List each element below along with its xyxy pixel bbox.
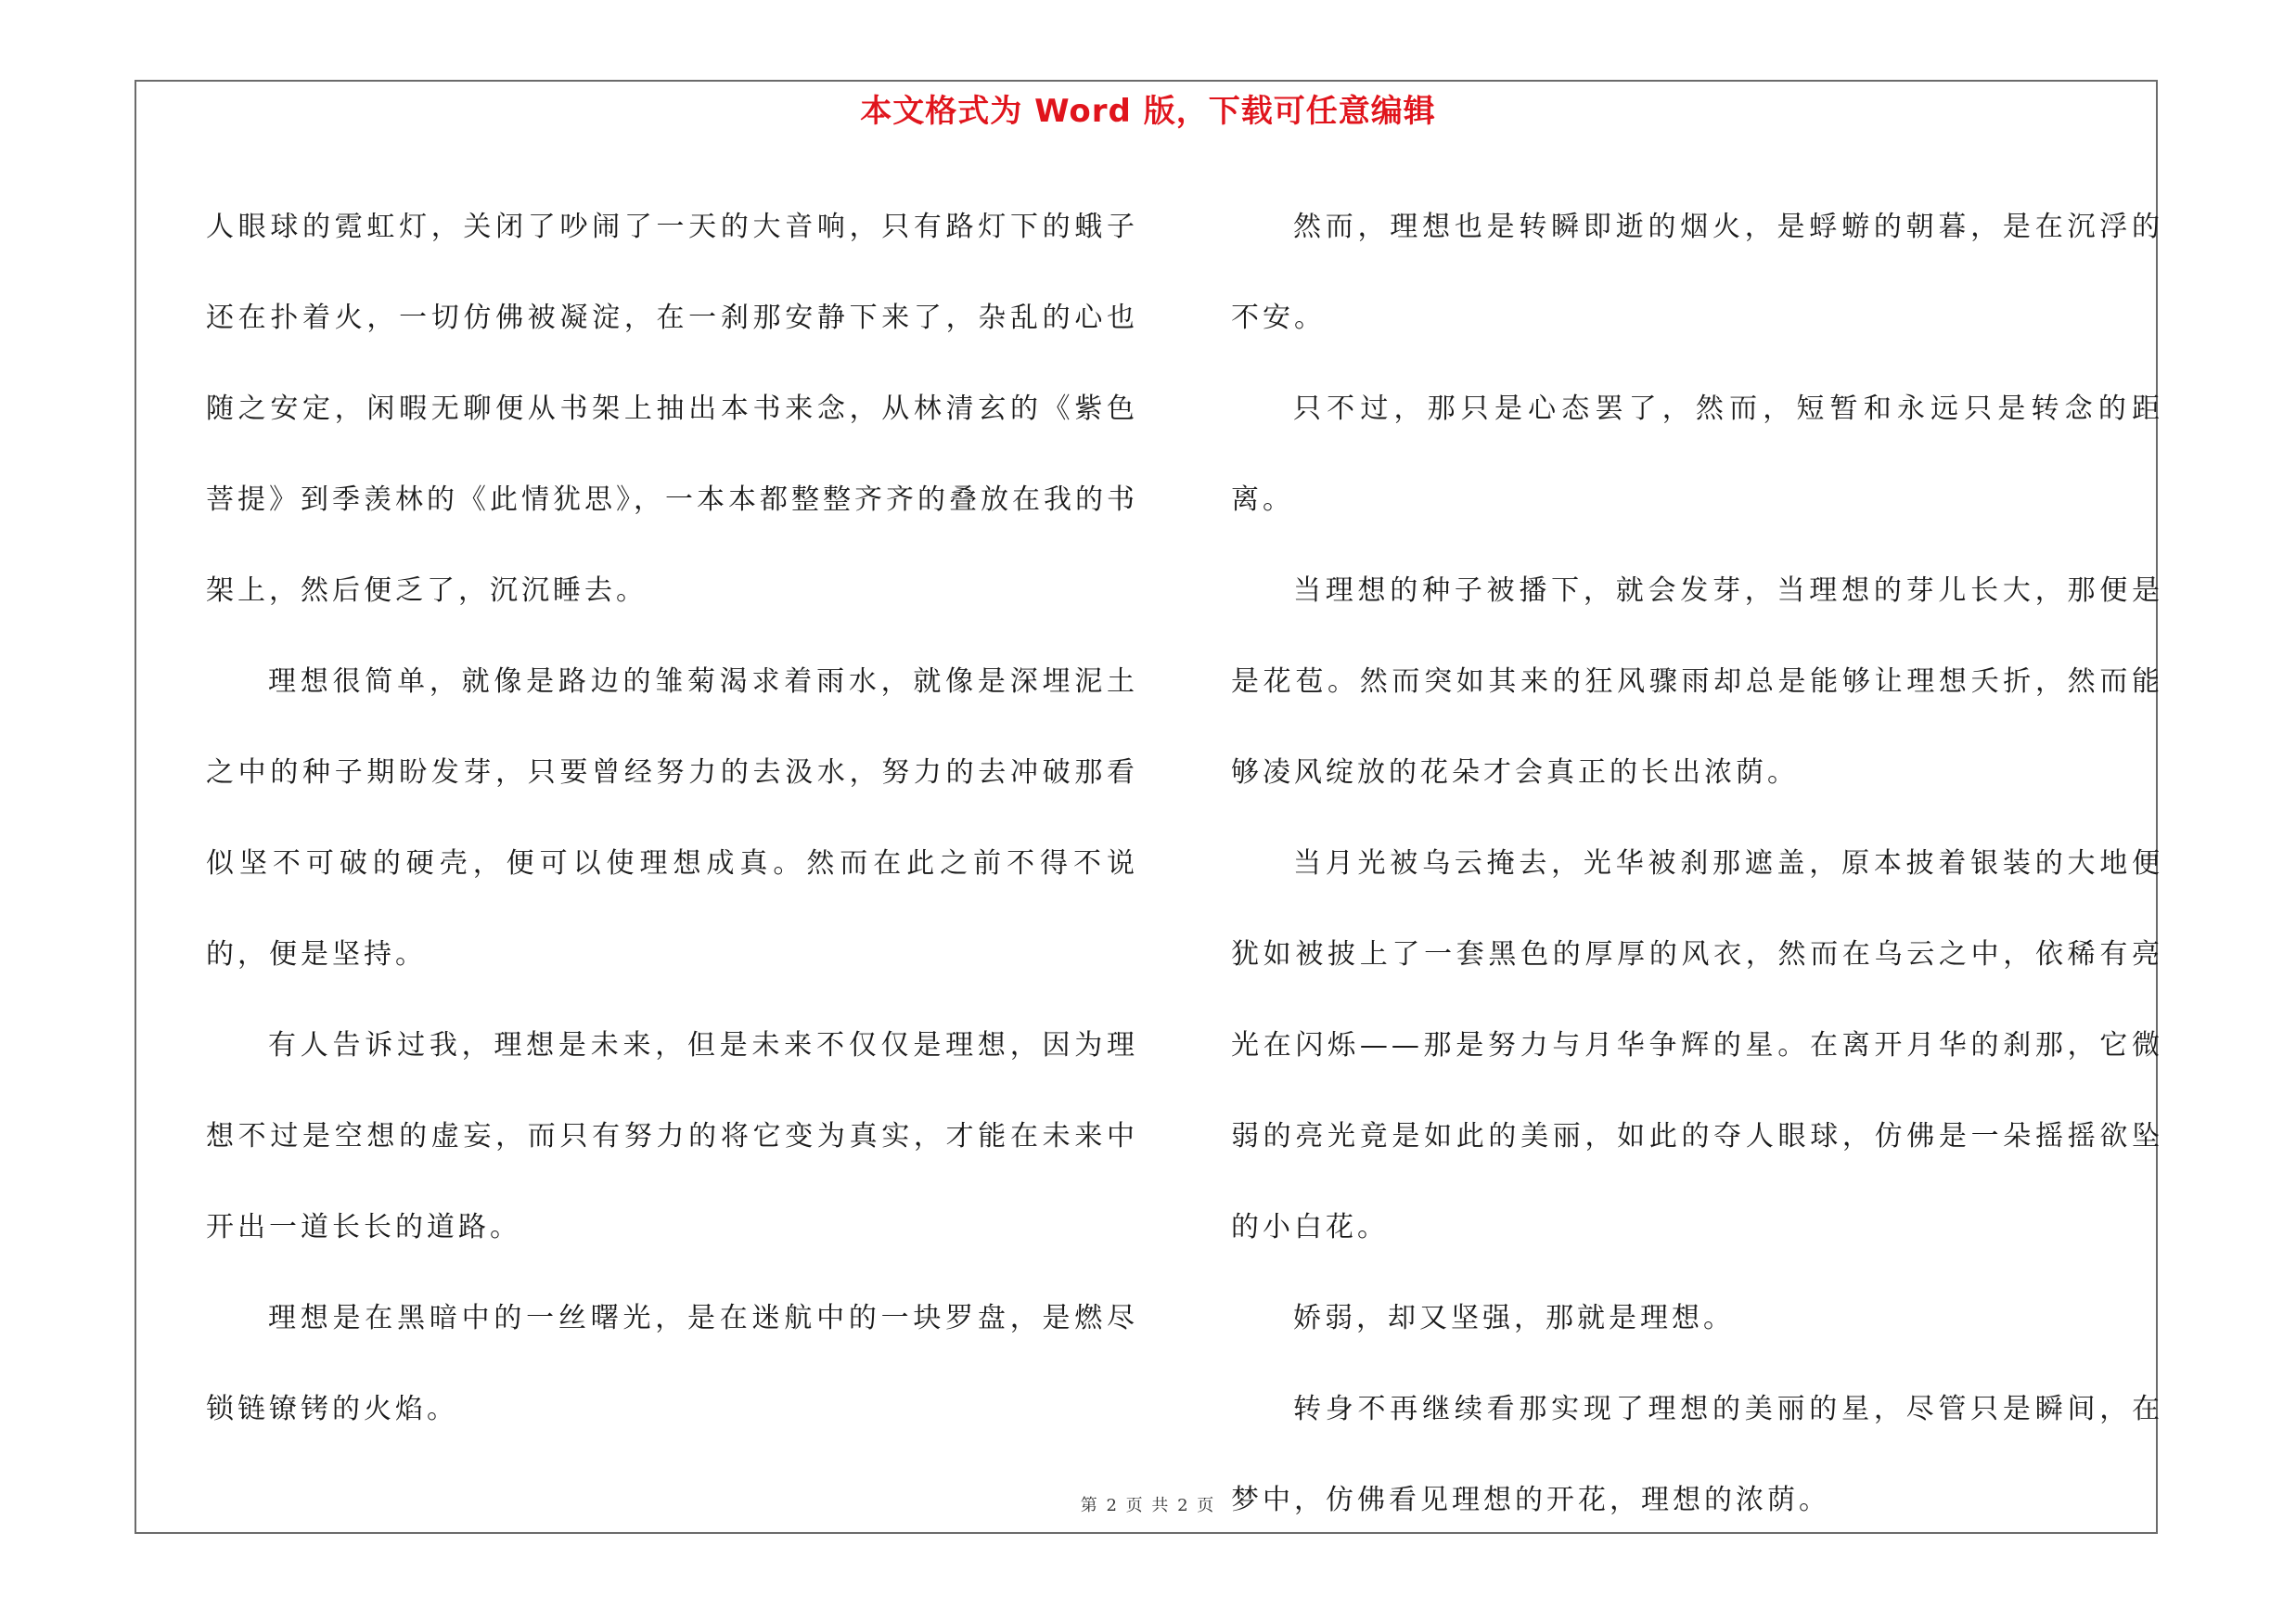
paragraph: 转身不再继续看那实现了理想的美丽的星，尽管只是瞬间，在梦中，仿佛看见理想的开花，理想的浓荫。 bbox=[1231, 1393, 2163, 1516]
right-column bbox=[1231, 182, 2163, 1546]
paragraph: 然而，理想也是转瞬即逝的烟火，是蜉蝣的朝暮，是在沉浮的不安。 bbox=[1231, 211, 2163, 334]
paragraph: 理想是在黑暗中的一丝曙光，是在迷航中的一块罗盘，是燃尽锁链镣铐的火焰。 bbox=[206, 1302, 1138, 1425]
paragraph: 有人告诉过我，理想是未来，但是未来不仅仅是理想，因为理想不过是空想的虚妄，而只有努力的将它变为真实，才能在未来中开出一道长长的道路。 bbox=[206, 1029, 1138, 1243]
page-number: 第 2 页 共 2 页 bbox=[1080, 1496, 1216, 1515]
word-format-banner: 本文格式为 Word 版，下载可任意编辑 bbox=[860, 93, 1436, 130]
paragraph: 只不过，那只是心态罢了，然而，短暂和永远只是转念的距离。 bbox=[1231, 393, 2163, 516]
paragraph: 当理想的种子被播下，就会发芽，当理想的芽儿长大，那便是是花苞。然而突如其来的狂风骤雨却总是能够让理想夭折，然而能够凌风绽放的花朵才会真正的长出浓荫。 bbox=[1231, 574, 2163, 789]
paragraph: 理想很简单，就像是路边的雏菊渴求着雨水，就像是深埋泥土之中的种子期盼发芽，只要曾经努力的去汲水，努力的去冲破那看似坚不可破的硬壳，便可以使理想成真。然而在此之前不得不说的，便是坚持。 bbox=[206, 665, 1138, 971]
paragraph: 当月光被乌云掩去，光华被刹那遮盖，原本披着银装的大地便犹如被披上了一套黑色的厚厚的风衣，然而在乌云之中，依稀有亮光在闪烁——那是努力与月华争辉的星。在离开月华的刹那，它微弱的亮光竟是如此的美丽，如此的夺人眼球，仿佛是一朵摇摇欲坠的小白花。 bbox=[1231, 847, 2163, 1243]
paragraph: 娇弱，却又坚强，那就是理想。 bbox=[1293, 1302, 1735, 1334]
left-column bbox=[206, 182, 1138, 1455]
paragraph: 人眼球的霓虹灯，关闭了吵闹了一天的大音响，只有路灯下的蛾子还在扑着火，一切仿佛被凝淀，在一刹那安静下来了，杂乱的心也随之安定，闲暇无聊便从书架上抽出本书来念，从林清玄的《紫色菩提》到季羡林的《此情犹思》，一本本都整整齐齐的叠放在我的书架上，然后便乏了，沉沉睡去。 bbox=[206, 211, 1138, 607]
